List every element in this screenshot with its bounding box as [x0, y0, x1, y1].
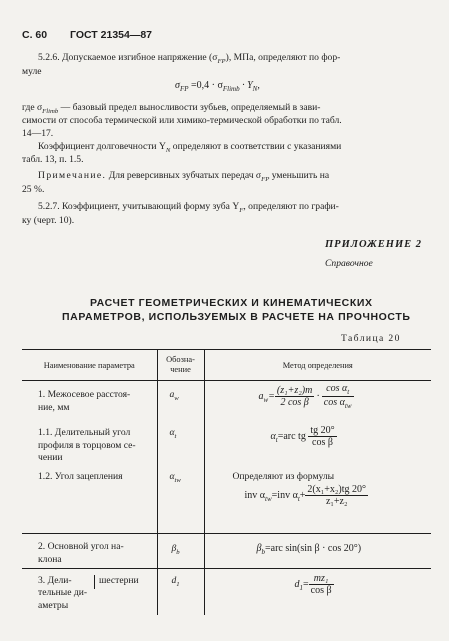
row1-name: 1. Межосевое расстоя- ние, мм	[38, 389, 131, 413]
where-line1: где $\sigma_{Flimb}$ — базовый предел выносливости зубьев, определяемый в зави-	[22, 102, 321, 115]
section-527-line2: ку (черт. 10).	[22, 215, 75, 226]
row3-symbol: $d_1$	[157, 568, 204, 615]
parameters-table	[22, 349, 431, 615]
row12-method	[204, 467, 431, 534]
table-row	[22, 381, 431, 426]
row11-name: 1.1. Делительный угол профиля в торцовом се- чении	[38, 427, 136, 463]
row2-symbol: $\beta_b$	[157, 533, 204, 568]
row3-subname: шестерни	[94, 575, 139, 589]
coef-line2: табл. 13, п. 1.5.	[22, 154, 84, 165]
appendix-subtitle: Справочное	[325, 258, 373, 269]
header-symbol: Обозна- чение	[157, 350, 204, 381]
where-line2: симости от способа термической или химико-термической обработки по табл.	[22, 115, 342, 126]
row12-symbol: $\alpha_{tw}$	[157, 467, 204, 534]
main-title-line1: РАСЧЕТ ГЕОМЕТРИЧЕСКИХ И КИНЕМАТИЧЕСКИХ	[90, 297, 373, 309]
main-title-line2: ПАРАМЕТРОВ, ИСПОЛЬЗУЕМЫХ В РАСЧЕТЕ НА ПРОЧНОСТЬ	[62, 311, 411, 323]
row1-method	[204, 381, 431, 426]
formula-sigma-fp: $\sigma_{FP} =0,4 \cdot \sigma_{Flimb} \cdot Y_N$,	[175, 80, 260, 93]
header-method: Метод определения	[204, 350, 431, 381]
table-row	[22, 568, 431, 615]
inv-formula: inv $\alpha_{tw}=inv$ $\alpha_t+$ $\frac{\text{2(x₁+x₂)tg 20°}}{\text{z₁+z₂}}$	[244, 483, 366, 507]
aw-formula: $a_w=$ $\frac{\text{(z₁+z₂)m}}{\text{2 cos β}}$ · $\frac{\cos \alpha_t}{\cos \alpha_{tw}}$	[258, 383, 352, 410]
page-number: С. 60	[22, 29, 48, 41]
table-row	[22, 467, 431, 534]
table-row	[22, 425, 431, 467]
row3-method: $d_1=$ $\frac{\text{mz₁}}{\text{cos β}}$	[204, 568, 431, 615]
method-intro: Определяют из формулы	[232, 470, 335, 482]
standard-code: ГОСТ 21354—87	[70, 29, 153, 41]
section-526-line2: муле	[22, 66, 42, 77]
table-caption: Таблица 20	[341, 333, 401, 344]
note-line2: 25 %.	[22, 184, 45, 195]
appendix-title: ПРИЛОЖЕНИЕ 2	[325, 239, 422, 250]
note-line1: Примечание. Для реверсивных зубчатых передач $\sigma_{FP}$ уменьшить на	[38, 170, 330, 183]
row11-method	[204, 425, 431, 467]
section-527-line1: 5.2.7. Коэффициент, учитывающий форму зуба $Y_F$, определяют по графи-	[38, 201, 339, 214]
row3-name: 3. Дели- тельные ди- аметры шестерни	[22, 568, 157, 615]
section-526-line1: 5.2.6. Допускаемое изгибное напряжение $(\sigma_{FP})$, МПа, определяют по фор-	[38, 52, 341, 65]
header-parameter: Наименование параметра	[22, 350, 157, 381]
alpha-t-formula: $\alpha_t=arc$ tg $\frac{tg 20^\circ}{\text{cos β}}$	[270, 425, 335, 448]
row11-symbol: $\alpha_t$	[157, 425, 204, 467]
row2-name: 2. Основной угол на- клона	[22, 533, 157, 568]
row12-name: 1.2. Угол зацепления	[38, 470, 123, 482]
row2-method: $\beta_b=arc$ sin(sin β · cos 20°)	[204, 533, 431, 568]
row1-symbol: $a_w$	[157, 381, 204, 426]
coef-line1: Коэффициент долговечности $Y_N$ определяют в соответствии с указаниями	[38, 141, 342, 154]
where-line3: 14—17.	[22, 128, 54, 139]
table-row	[22, 533, 431, 568]
